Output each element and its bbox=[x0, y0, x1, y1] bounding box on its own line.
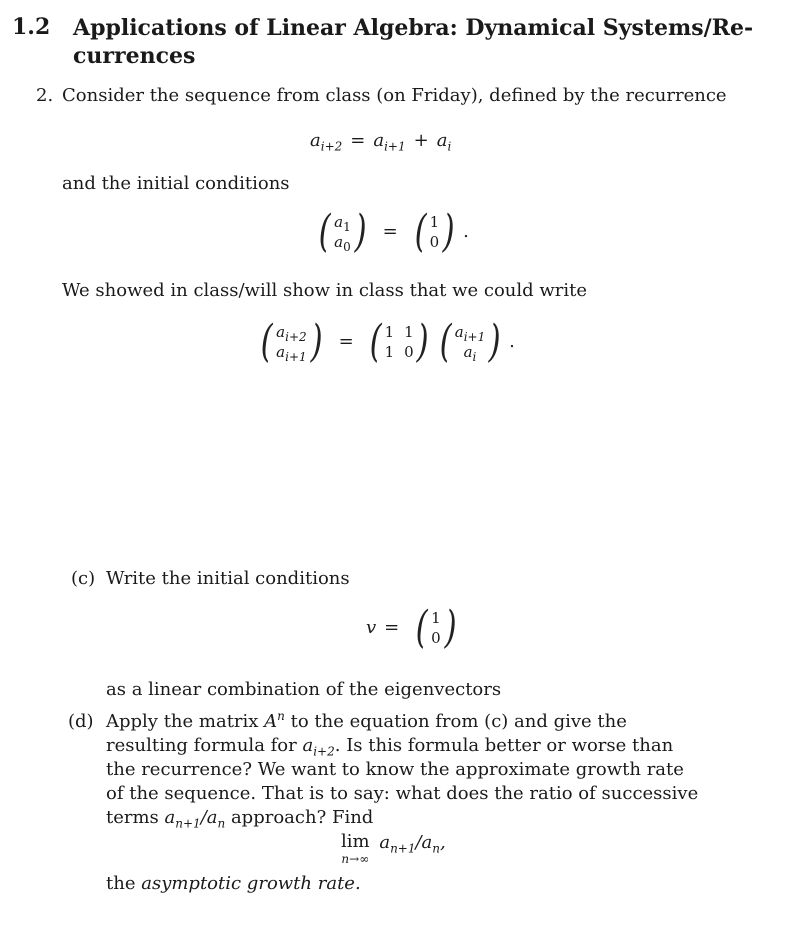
part-d-text: Apply the matrix $A^n$ to the equation from (c) and give the resulting formula for $a_{i+2}$. Is this formula better or worse than the recurrence? We want to know the approximate growth rate of the sequence. That is to say: what does the ratio of successive terms $a_{n+1}/a_n$ approach? Find bbox=[106, 709, 699, 831]
section-title: Applications of Linear Algebra: Dynamical Systems/Re-currences bbox=[73, 15, 754, 69]
part-c-after: as a linear combination of the eigenvectors bbox=[106, 679, 502, 700]
initial-conditions-equation: ( $a_1$ $a_0$ ) = ( 1 0 ) . bbox=[318, 206, 469, 257]
part-d-after: the asymptotic growth rate. bbox=[106, 873, 361, 894]
problem-intro: Consider the sequence from class (on Friday), defined by the recurrence bbox=[62, 85, 727, 106]
initial-conditions-text: and the initial conditions bbox=[62, 173, 290, 194]
recurrence-equation: $a_{i+2} = a_{i+1} + a_i$ bbox=[310, 130, 452, 154]
initial-vector-v-equation: v = ( 1 0 ) bbox=[366, 602, 457, 653]
part-c-text: Write the initial conditions bbox=[106, 568, 350, 589]
part-c-label: (c) bbox=[71, 568, 96, 589]
problem-number: 2. bbox=[36, 85, 54, 106]
part-d-label: (d) bbox=[68, 711, 94, 732]
matrix-equation: ( $a_{i+2}$ $a_{i+1}$ ) = ( 1 1 1 0 ) ( $a_{i+1}$ $a_i$ ) . bbox=[260, 316, 515, 367]
recurrence-matrix: 1 1 1 0 bbox=[384, 323, 414, 361]
section-number: 1.2 bbox=[12, 14, 51, 40]
showed-text: We showed in class/will show in class that we could write bbox=[62, 280, 588, 301]
limit-expression: lim n→∞ $a_{n+1}/a_n$, bbox=[341, 831, 446, 866]
